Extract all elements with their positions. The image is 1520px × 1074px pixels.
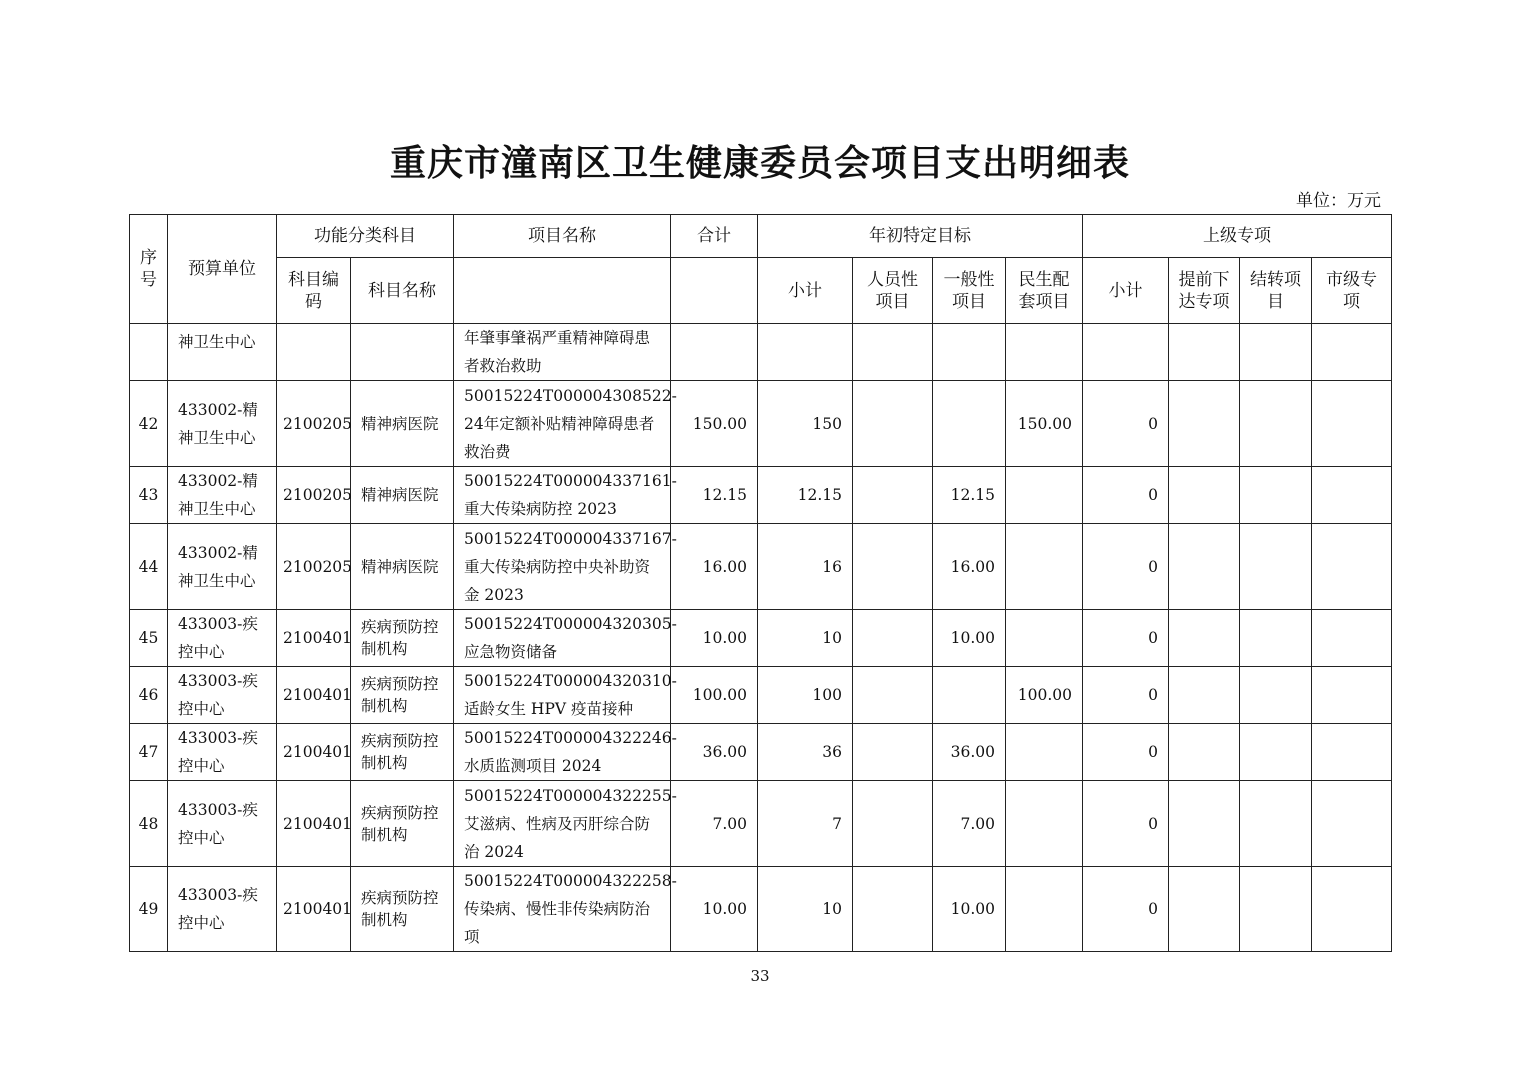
cell-text: 神卫生中心 <box>178 333 256 351</box>
cell-upper-subtotal <box>1083 781 1169 867</box>
cell-text: 12.15 <box>702 486 747 504</box>
table-row <box>130 467 1392 524</box>
cell-personnel <box>853 610 933 667</box>
cell-text: 疾病预防控制机构 <box>361 618 439 658</box>
cell-advance <box>1169 724 1240 781</box>
cell-code <box>277 867 351 952</box>
cell-text: 10.00 <box>702 629 747 647</box>
cell-livelihood <box>1006 724 1083 781</box>
header-upper-subtotal: 小计 <box>1083 258 1169 324</box>
table-row <box>130 324 1392 381</box>
cell-text: 47 <box>138 743 159 761</box>
cell-text: 36.00 <box>702 743 747 761</box>
cell-project <box>454 381 677 467</box>
cell-carry <box>1240 867 1312 952</box>
cell-unit <box>168 781 277 867</box>
cell-annual-subtotal <box>758 667 853 724</box>
cell-seq <box>130 324 168 381</box>
table-row <box>130 381 1392 467</box>
cell-unit <box>168 381 277 467</box>
cell-city <box>1312 467 1392 524</box>
cell-text: 433002-精神卫生中心 <box>178 543 258 590</box>
cell-general <box>933 610 1006 667</box>
cell-general <box>933 381 1006 467</box>
cell-text: 2100401 <box>283 686 353 704</box>
cell-total <box>671 524 758 610</box>
cell-total <box>671 781 758 867</box>
cell-text: 2100401 <box>283 814 353 833</box>
cell-code <box>277 324 351 381</box>
header-project-blank <box>454 258 671 324</box>
cell-general <box>933 324 1006 381</box>
cell-advance <box>1169 467 1240 524</box>
cell-text: 10.00 <box>950 629 995 647</box>
cell-text: 433003-疾控中心 <box>178 672 258 718</box>
cell-text: 150 <box>812 414 842 433</box>
cell-text: 50015224T000004322255-艾滋病、性病及丙肝综合防治 2024 <box>464 786 677 861</box>
cell-general <box>933 524 1006 610</box>
header-city: 市级专项 <box>1312 258 1392 324</box>
cell-personnel <box>853 781 933 867</box>
cell-project <box>454 724 677 781</box>
cell-seq <box>130 524 168 610</box>
cell-project <box>454 324 671 381</box>
cell-text: 2100401 <box>283 743 353 761</box>
cell-text: 433003-疾控中心 <box>178 729 258 775</box>
cell-text: 疾病预防控制机构 <box>361 675 439 715</box>
cell-carry <box>1240 610 1312 667</box>
cell-total <box>671 867 758 952</box>
document-title: 重庆市潼南区卫生健康委员会项目支出明细表 <box>389 142 1130 184</box>
cell-text: 0 <box>1148 814 1158 833</box>
cell-text: 100 <box>812 686 842 704</box>
cell-seq <box>130 381 168 467</box>
cell-carry <box>1240 724 1312 781</box>
cell-text: 433002-精神卫生中心 <box>178 472 258 518</box>
cell-text: 433003-疾控中心 <box>178 615 258 661</box>
cell-seq <box>130 724 168 781</box>
cell-text: 2100205 <box>283 557 353 576</box>
table-row <box>130 724 1392 781</box>
expenditure-table <box>129 214 1392 952</box>
cell-text: 36 <box>822 743 842 761</box>
cell-subject <box>351 381 454 467</box>
cell-livelihood <box>1006 610 1083 667</box>
cell-general <box>933 867 1006 952</box>
cell-code <box>277 381 351 467</box>
cell-unit <box>168 667 277 724</box>
cell-project <box>454 524 677 610</box>
cell-text: 50015224T000004337167-重大传染病防控中央补助资金 2023 <box>464 529 677 604</box>
cell-personnel <box>853 867 933 952</box>
cell-text: 150.00 <box>1017 414 1072 433</box>
table-row <box>130 524 1392 610</box>
table-row <box>130 867 1392 952</box>
cell-general <box>933 724 1006 781</box>
cell-text: 0 <box>1148 629 1158 647</box>
cell-project <box>454 781 677 867</box>
cell-city <box>1312 610 1392 667</box>
cell-annual-subtotal <box>758 781 853 867</box>
cell-text: 45 <box>138 629 159 647</box>
cell-personnel <box>853 667 933 724</box>
cell-city <box>1312 867 1392 952</box>
cell-text: 0 <box>1148 743 1158 761</box>
cell-carry <box>1240 467 1312 524</box>
cell-code <box>277 724 351 781</box>
cell-upper-subtotal <box>1083 724 1169 781</box>
cell-advance <box>1169 381 1240 467</box>
cell-general <box>933 667 1006 724</box>
cell-text: 49 <box>138 900 159 918</box>
cell-code <box>277 467 351 524</box>
cell-text: 精神病医院 <box>361 557 439 576</box>
cell-text: 150.00 <box>692 414 747 433</box>
cell-text: 433003-疾控中心 <box>178 886 258 932</box>
cell-text: 疾病预防控制机构 <box>361 732 439 772</box>
cell-text: 7.00 <box>712 814 747 833</box>
cell-total <box>671 667 758 724</box>
header-annual-subtotal: 小计 <box>758 258 853 324</box>
cell-text: 10.00 <box>702 900 747 918</box>
cell-subject <box>351 724 454 781</box>
cell-carry <box>1240 781 1312 867</box>
cell-text: 16.00 <box>950 557 995 576</box>
cell-annual-subtotal <box>758 610 853 667</box>
header-project-name: 项目名称 <box>454 215 671 258</box>
cell-general <box>933 467 1006 524</box>
cell-personnel <box>853 524 933 610</box>
cell-text: 36.00 <box>950 743 995 761</box>
cell-annual-subtotal <box>758 324 853 381</box>
cell-subject <box>351 524 454 610</box>
page-number: 33 <box>750 967 770 985</box>
cell-total <box>671 467 758 524</box>
cell-livelihood <box>1006 781 1083 867</box>
header-annual-target: 年初特定目标 <box>758 215 1083 258</box>
cell-carry <box>1240 667 1312 724</box>
cell-carry <box>1240 381 1312 467</box>
cell-seq <box>130 667 168 724</box>
cell-advance <box>1169 324 1240 381</box>
cell-unit <box>168 867 277 952</box>
cell-annual-subtotal <box>758 467 853 524</box>
header-subject-code: 科目编码 <box>277 258 351 324</box>
cell-text: 0 <box>1148 686 1158 704</box>
cell-upper-subtotal <box>1083 324 1169 381</box>
cell-total <box>671 724 758 781</box>
cell-text: 16.00 <box>702 557 747 576</box>
cell-text: 43 <box>138 486 159 504</box>
cell-text: 年肇事肇祸严重精神障碍患者救治救助 <box>464 329 651 375</box>
cell-annual-subtotal <box>758 867 853 952</box>
cell-text: 0 <box>1148 557 1158 576</box>
header-personnel: 人员性项目 <box>853 258 933 324</box>
cell-city <box>1312 781 1392 867</box>
table-row <box>130 781 1392 867</box>
cell-text: 50015224T000004337161-重大传染病防控 2023 <box>464 472 677 518</box>
cell-unit <box>168 610 277 667</box>
cell-total <box>671 610 758 667</box>
cell-text: 12.15 <box>950 486 995 504</box>
cell-text: 433003-疾控中心 <box>178 800 258 847</box>
table-row <box>130 610 1392 667</box>
cell-advance <box>1169 667 1240 724</box>
cell-subject <box>351 467 454 524</box>
cell-text: 44 <box>138 557 159 576</box>
cell-text: 2100205 <box>283 486 353 504</box>
cell-livelihood <box>1006 524 1083 610</box>
cell-text: 10 <box>822 629 842 647</box>
cell-text: 精神病医院 <box>361 414 439 433</box>
cell-seq <box>130 610 168 667</box>
cell-upper-subtotal <box>1083 667 1169 724</box>
header-subject-name: 科目名称 <box>351 258 454 324</box>
cell-subject <box>351 667 454 724</box>
cell-personnel <box>853 324 933 381</box>
cell-subject <box>351 324 454 381</box>
cell-seq <box>130 867 168 952</box>
cell-unit <box>168 324 277 381</box>
cell-code <box>277 781 351 867</box>
header-livelihood: 民生配套项目 <box>1006 258 1083 324</box>
cell-text: 2100205 <box>283 414 353 433</box>
cell-livelihood <box>1006 667 1083 724</box>
cell-total <box>671 324 758 381</box>
cell-city <box>1312 667 1392 724</box>
cell-text: 2100401 <box>283 900 353 918</box>
header-total: 合计 <box>671 215 758 258</box>
cell-subject <box>351 781 454 867</box>
cell-project <box>454 610 677 667</box>
header-upper-special: 上级专项 <box>1083 215 1392 258</box>
cell-text: 50015224T000004308522-24年定额补贴精神障碍患者救治费 <box>464 386 677 461</box>
cell-text: 50015224T000004322258-传染病、慢性非传染病防治项 <box>464 872 677 946</box>
cell-text: 50015224T000004322246-水质监测项目 2024 <box>464 729 677 775</box>
cell-annual-subtotal <box>758 381 853 467</box>
cell-upper-subtotal <box>1083 381 1169 467</box>
cell-text: 0 <box>1148 900 1158 918</box>
header-seq: 序号 <box>130 215 168 324</box>
cell-personnel <box>853 467 933 524</box>
cell-text: 16 <box>822 557 842 576</box>
header-general: 一般性项目 <box>933 258 1006 324</box>
header-advance: 提前下达专项 <box>1169 258 1240 324</box>
cell-total <box>671 381 758 467</box>
cell-upper-subtotal <box>1083 524 1169 610</box>
cell-code <box>277 667 351 724</box>
cell-text: 50015224T000004320305-应急物资储备 <box>464 615 677 661</box>
cell-annual-subtotal <box>758 724 853 781</box>
cell-upper-subtotal <box>1083 467 1169 524</box>
cell-text: 疾病预防控制机构 <box>361 803 439 844</box>
cell-city <box>1312 324 1392 381</box>
cell-text: 433002-精神卫生中心 <box>178 400 258 447</box>
cell-text: 48 <box>138 814 159 833</box>
cell-text: 46 <box>138 686 159 704</box>
cell-project <box>454 467 677 524</box>
cell-city <box>1312 381 1392 467</box>
cell-upper-subtotal <box>1083 867 1169 952</box>
cell-text: 100.00 <box>692 686 747 704</box>
cell-project <box>454 867 677 952</box>
cell-livelihood <box>1006 381 1083 467</box>
cell-text: 10.00 <box>950 900 995 918</box>
cell-city <box>1312 724 1392 781</box>
cell-unit <box>168 724 277 781</box>
cell-advance <box>1169 524 1240 610</box>
cell-text: 10 <box>822 900 842 918</box>
cell-text: 0 <box>1148 486 1158 504</box>
cell-text: 7 <box>832 814 842 833</box>
cell-advance <box>1169 867 1240 952</box>
cell-text: 精神病医院 <box>361 486 439 504</box>
header-function-class: 功能分类科目 <box>277 215 454 258</box>
cell-livelihood <box>1006 324 1083 381</box>
cell-upper-subtotal <box>1083 610 1169 667</box>
cell-advance <box>1169 610 1240 667</box>
cell-carry <box>1240 524 1312 610</box>
cell-subject <box>351 867 454 952</box>
header-carry: 结转项目 <box>1240 258 1312 324</box>
cell-annual-subtotal <box>758 524 853 610</box>
cell-unit <box>168 524 277 610</box>
unit-label: 单位：万元 <box>1296 191 1381 211</box>
cell-text: 疾病预防控制机构 <box>361 889 439 929</box>
header-total-blank <box>671 258 758 324</box>
cell-seq <box>130 467 168 524</box>
cell-text: 2100401 <box>283 629 353 647</box>
cell-text: 12.15 <box>797 486 842 504</box>
cell-unit <box>168 467 277 524</box>
cell-advance <box>1169 781 1240 867</box>
cell-text: 7.00 <box>960 814 995 833</box>
cell-personnel <box>853 724 933 781</box>
cell-city <box>1312 524 1392 610</box>
cell-code <box>277 610 351 667</box>
cell-livelihood <box>1006 867 1083 952</box>
cell-seq <box>130 781 168 867</box>
cell-text: 100.00 <box>1017 686 1072 704</box>
table-row <box>130 667 1392 724</box>
cell-subject <box>351 610 454 667</box>
cell-carry <box>1240 324 1312 381</box>
header-budget-unit: 预算单位 <box>168 215 277 324</box>
cell-code <box>277 524 351 610</box>
cell-text: 42 <box>138 414 159 433</box>
cell-livelihood <box>1006 467 1083 524</box>
cell-general <box>933 781 1006 867</box>
cell-text: 50015224T000004320310-适龄女生 HPV 疫苗接种 <box>464 672 677 718</box>
cell-project <box>454 667 677 724</box>
cell-personnel <box>853 381 933 467</box>
cell-text: 0 <box>1148 414 1158 433</box>
